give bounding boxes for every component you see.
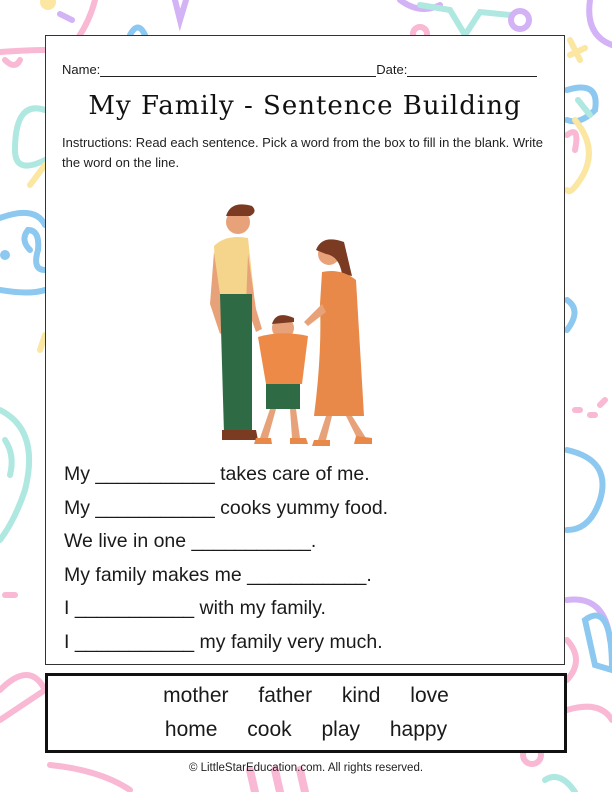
family-illustration [196, 194, 396, 454]
date-label: Date: [376, 62, 408, 77]
word-bank-row-2 [48, 718, 564, 742]
instructions: Instructions: Read each sentence. Pick a word from the box to fill in the blank. Write the word on the line. [62, 135, 543, 170]
name-label: Name: [62, 62, 101, 77]
word-love: love [410, 684, 449, 707]
word-mother: mother [163, 684, 229, 707]
name-date-row [62, 62, 537, 77]
sentence-3[interactable]: We live in one ___________. [64, 530, 317, 553]
word-happy: happy [389, 718, 448, 741]
sentence-6[interactable]: I ___________ my family very much. [64, 630, 383, 653]
word-play: play [321, 718, 361, 741]
copyright-footer: © LittleStarEducation.com. All rights reserved. [188, 762, 424, 774]
worksheet-panel [45, 35, 565, 665]
name-field[interactable] [100, 62, 376, 77]
word-bank-row-1 [48, 684, 564, 708]
word-bank [45, 673, 567, 753]
sentence-1[interactable]: My ___________ takes care of me. [64, 463, 370, 485]
word-father: father [258, 684, 313, 707]
word-cook: cook [247, 718, 292, 741]
date-field[interactable] [407, 62, 537, 77]
sentence-list [64, 458, 388, 660]
sentence-5[interactable]: I ___________ with my family. [64, 597, 326, 620]
sentence-2[interactable]: My ___________ cooks yummy food. [64, 496, 389, 519]
sentence-4[interactable]: My family makes me ___________. [64, 563, 372, 586]
page-title: My Family - Sentence Building [88, 91, 522, 121]
word-kind: kind [341, 684, 381, 707]
word-home: home [164, 718, 218, 741]
